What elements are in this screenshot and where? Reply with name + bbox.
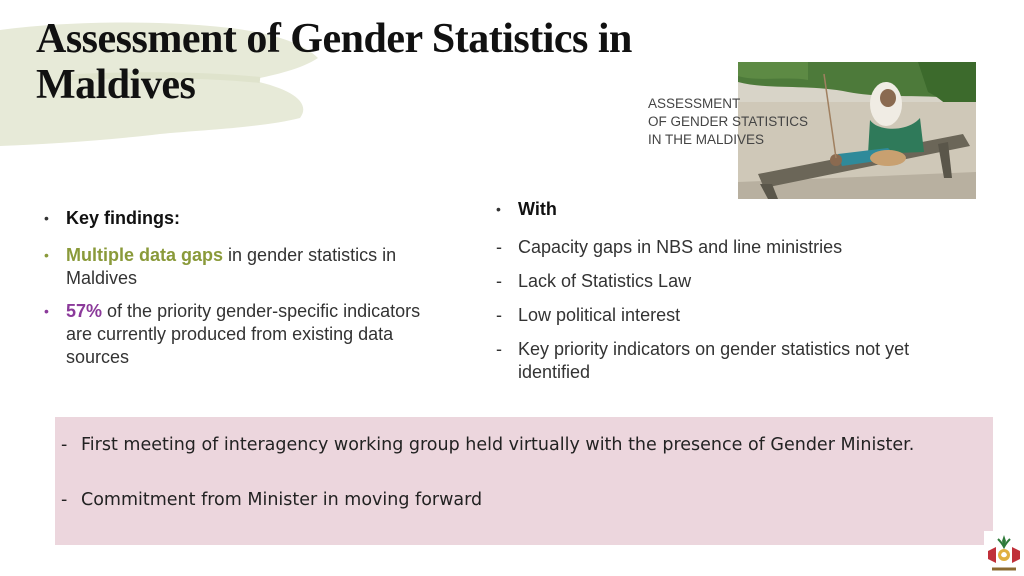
key-findings-section bbox=[44, 207, 444, 369]
finding-highlight: Multiple data gaps bbox=[66, 245, 224, 265]
bullet: • bbox=[44, 247, 49, 263]
list-item-text: Low political interest bbox=[518, 305, 681, 325]
list-item bbox=[496, 236, 956, 259]
maldives-emblem-logo bbox=[984, 531, 1024, 576]
caption-line-2: OF GENDER STATISTICS bbox=[648, 114, 809, 129]
note-item bbox=[61, 435, 914, 455]
finding-item bbox=[44, 300, 444, 369]
progress-notes-box bbox=[55, 417, 993, 545]
dash-marker: - bbox=[61, 435, 68, 455]
finding-highlight: 57% bbox=[66, 301, 103, 321]
bullet: • bbox=[496, 201, 501, 217]
bullet: • bbox=[44, 210, 49, 226]
with-heading: With bbox=[518, 199, 557, 219]
note-text: First meeting of interagency working group held virtually with the presence of Gender Minister. bbox=[81, 435, 915, 455]
list-item-text: Capacity gaps in NBS and line ministries bbox=[518, 237, 843, 257]
photo-caption bbox=[648, 95, 808, 149]
dash-marker: - bbox=[496, 271, 502, 291]
finding-text bbox=[66, 300, 444, 369]
with-heading-row bbox=[496, 198, 956, 221]
key-findings-heading: Key findings: bbox=[66, 208, 181, 228]
title-line-1: Assessment of Gender Statistics in bbox=[36, 16, 632, 62]
challenges-list bbox=[496, 236, 956, 384]
with-section bbox=[496, 198, 956, 395]
dash-marker: - bbox=[61, 490, 68, 510]
list-item bbox=[496, 304, 956, 327]
list-item-text: Lack of Statistics Law bbox=[518, 271, 692, 291]
note-item bbox=[61, 490, 482, 510]
list-item-text: Key priority indicators on gender statistics not yet identified bbox=[518, 339, 910, 382]
finding-text bbox=[66, 244, 444, 290]
list-item bbox=[496, 270, 956, 293]
dash-marker: - bbox=[496, 305, 502, 325]
note-text: Commitment from Minister in moving forward bbox=[81, 490, 483, 510]
dash-marker: - bbox=[496, 339, 502, 359]
key-findings-heading-row bbox=[44, 207, 444, 230]
finding-rest: of the priority gender-specific indicators are currently produced from existing data sources bbox=[66, 301, 421, 367]
list-item bbox=[496, 338, 956, 384]
bullet: • bbox=[44, 303, 49, 319]
dash-marker: - bbox=[496, 237, 502, 257]
caption-line-3: IN THE MALDIVES bbox=[648, 132, 765, 147]
title-line-2: Maldives bbox=[36, 62, 196, 108]
finding-item bbox=[44, 244, 444, 290]
caption-line-1: ASSESSMENT bbox=[648, 96, 741, 111]
finding-rest: in gender statistics in Maldives bbox=[66, 245, 397, 288]
